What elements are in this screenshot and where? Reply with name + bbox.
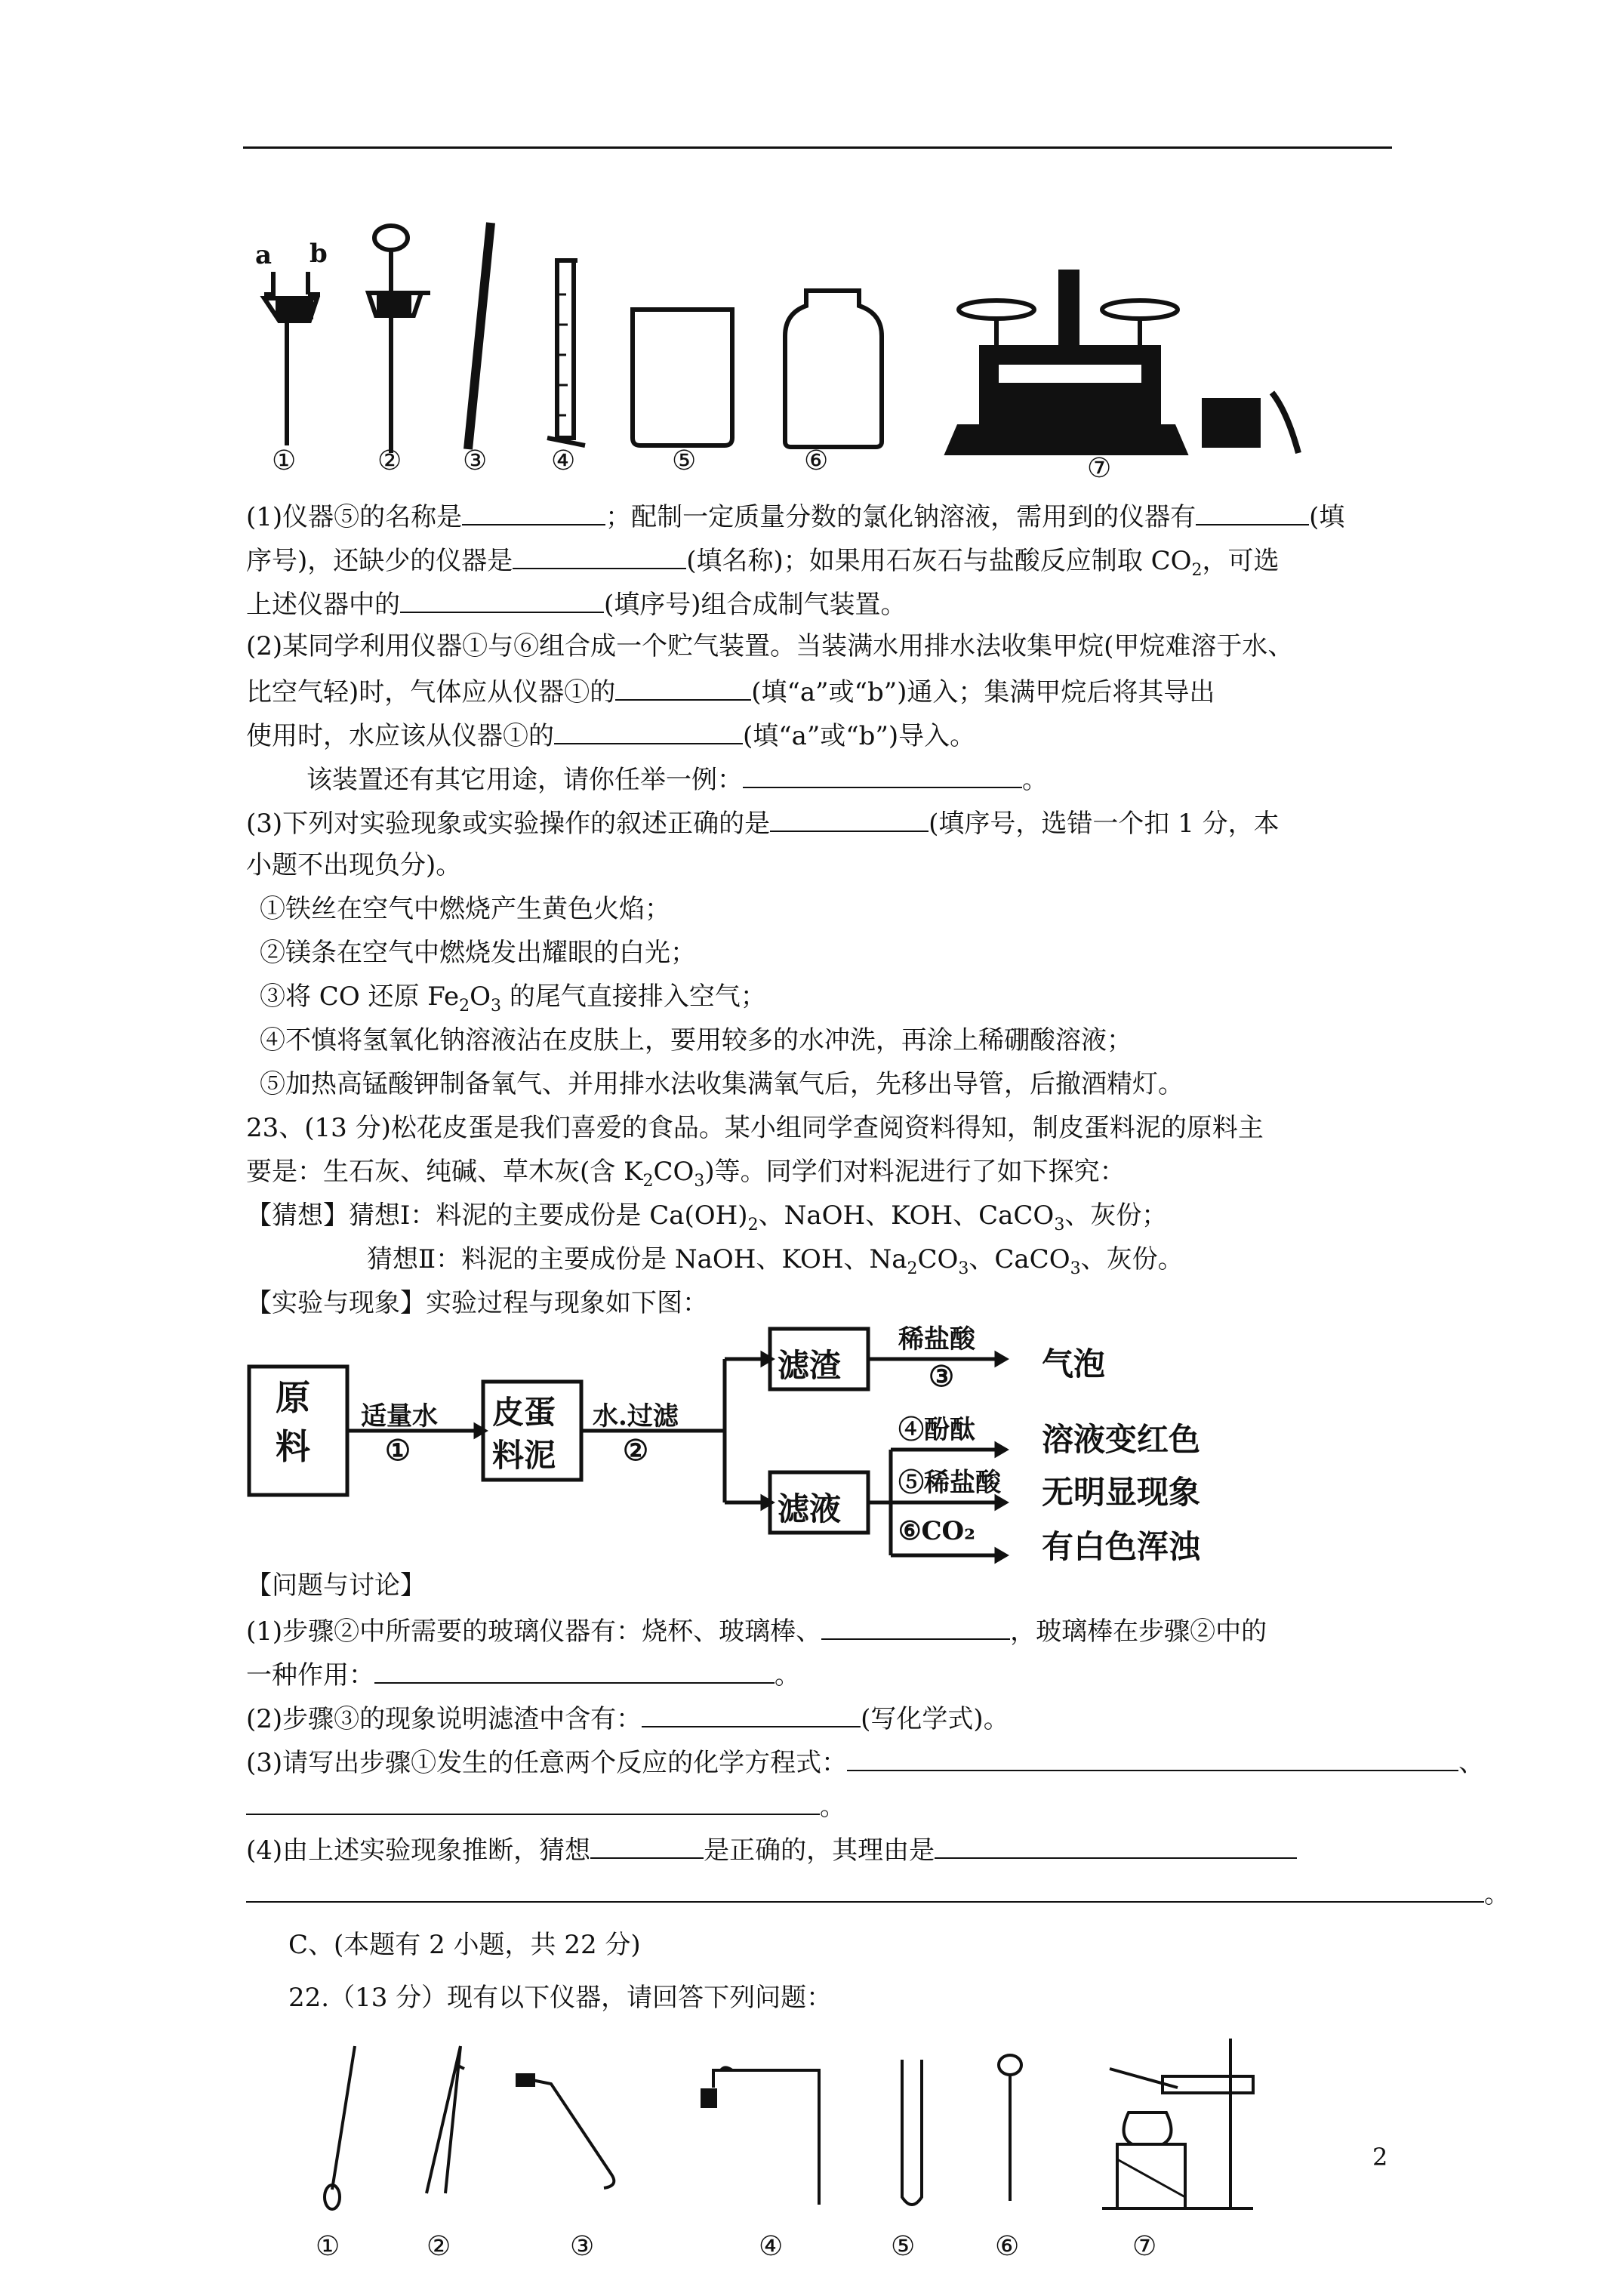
instrument-1-icon xyxy=(264,272,320,445)
fig2-instrument-3-icon xyxy=(517,2075,614,2188)
blank-d3-eq1[interactable] xyxy=(847,1746,1458,1771)
q22-p3-line1: (3)下列对实验现象或实验操作的叙述正确的是 (填序号，选错一个扣 1 分，本 xyxy=(246,806,1280,839)
fig1-label-5: ⑤ xyxy=(672,445,697,476)
flow-bubbles: 气泡 xyxy=(1042,1345,1106,1382)
flow-step1-num: ① xyxy=(385,1433,411,1467)
instruments-figure-1 xyxy=(242,204,1336,498)
instrument-5-icon xyxy=(633,310,732,445)
q22-p2-line1: (2)某同学利用仪器①与⑥组合成一个贮气装置。当装满水用排水法收集甲烷(甲烷难溶于水、 xyxy=(246,631,1294,661)
fig1-label-3: ③ xyxy=(463,445,488,476)
blank-q2-water[interactable] xyxy=(554,719,743,744)
q22-p2-line4: 该装置还有其它用途，请你任举一例： 。 xyxy=(306,763,1048,795)
q22-p2-line2: 比空气轻)时，气体应从仪器①的 (填“a”或“b”)通入；集满甲烷后将其导出 xyxy=(246,675,1215,707)
blank-q3[interactable] xyxy=(770,806,929,832)
flow-hcl-top: 稀盐酸 xyxy=(898,1324,975,1354)
fig1-label-4: ④ xyxy=(551,445,576,476)
q22-p3-option2: ②镁条在空气中燃烧发出耀眼的白光； xyxy=(260,938,696,968)
flow-raw-2: 料 xyxy=(276,1426,310,1467)
q22-p1-line2: 序号)，还缺少的仪器是 (填名称)；如果用石灰石与盐酸反应制取 $CO_2$，可选 xyxy=(246,544,1280,586)
flow-branch-5: ⑤稀盐酸 xyxy=(898,1468,1001,1498)
fig2-label-7: ⑦ xyxy=(1132,2231,1157,2262)
flow-branch-6: ⑥CO₂ xyxy=(898,1516,976,1546)
discussion-q1-line2: 一种作用： 。 xyxy=(246,1658,800,1690)
flow-result-5: 无明显现象 xyxy=(1042,1474,1201,1511)
section-c-title: C、(本题有 2 小题，共 22 分) xyxy=(288,1930,641,1960)
fig2-instrument-6-icon xyxy=(999,2055,1021,2201)
blank-q2-use[interactable] xyxy=(743,763,1022,788)
flow-raw-1: 原 xyxy=(276,1377,310,1418)
discussion-q3-line1: (3)请写出步骤①发生的任意两个反应的化学方程式： 、 xyxy=(246,1746,1484,1778)
flow-step1-top: 适量水 xyxy=(361,1401,438,1432)
q22-p3-line2: 小题不出现负分)。 xyxy=(246,850,462,880)
instrument-3-icon xyxy=(468,223,491,449)
discussion-q3-line2: 。 xyxy=(246,1789,845,1822)
fig2-label-1: ① xyxy=(316,2231,340,2262)
fig2-label-3: ③ xyxy=(570,2231,595,2262)
q23-line1: 23、(13 分)松花皮蛋是我们喜爱的食品。某小组同学查阅资料得知，制皮蛋料泥的原料主 xyxy=(246,1113,1264,1143)
instrument-2-icon xyxy=(368,226,430,453)
blank-d3-eq2[interactable] xyxy=(246,1789,820,1815)
discussion-q4-line2: 。 xyxy=(246,1877,1510,1909)
blank-d1-role[interactable] xyxy=(374,1658,775,1684)
q23-guess1: 【猜想】猜想Ⅰ：料泥的主要成份是 $Ca(OH)_2$、NaOH、KOH、CaCO$_3$、灰份； xyxy=(246,1200,1168,1234)
q23-line2: 要是：生石灰、纯碱、草木灰(含 $K_2CO_3$)等。同学们对料泥进行了如下探究： xyxy=(246,1157,1126,1191)
q22-p1-line1: (1)仪器⑤的名称是 ；配制一定质量分数的氯化钠溶液，需用到的仪器有 (填 xyxy=(246,500,1344,532)
q23-guess2: 猜想Ⅱ：料泥的主要成份是 NaOH、KOH、$Na_2CO_3$、CaCO$_3$、灰份。 xyxy=(367,1244,1184,1278)
blank-d4-guess[interactable] xyxy=(590,1833,704,1859)
flow-hcl-num: ③ xyxy=(929,1359,955,1393)
blank-d2-formula[interactable] xyxy=(642,1702,861,1727)
q22-p1-line3: 上述仪器中的 (填序号)组合成制气装置。 xyxy=(246,587,907,620)
discussion-q2: (2)步骤③的现象说明滤渣中含有： (写化学式)。 xyxy=(246,1702,1009,1734)
blank-q1-instruments[interactable] xyxy=(1196,500,1309,525)
fig1-label-7: ⑦ xyxy=(1087,453,1112,484)
blank-q1-missing[interactable] xyxy=(513,544,686,569)
fig2-label-5: ⑤ xyxy=(891,2231,916,2262)
flow-branch-4: ④酚酞 xyxy=(898,1415,975,1445)
fig1-label-6: ⑥ xyxy=(804,445,829,476)
instrument-6-icon xyxy=(785,291,882,447)
fig2-label-2: ② xyxy=(427,2231,451,2262)
blank-q2-inlet[interactable] xyxy=(615,675,751,701)
fig2-instrument-4-icon xyxy=(702,2068,819,2205)
fig2-instrument-1-icon xyxy=(325,2046,355,2209)
fig2-label-6: ⑥ xyxy=(995,2231,1020,2262)
flow-step2-top: 水.过滤 xyxy=(593,1401,679,1432)
flow-result-6: 有白色浑浊 xyxy=(1042,1528,1201,1565)
q22-p3-option4: ④不慎将氢氧化钠溶液沾在皮肤上，要用较多的水冲洗，再涂上稀硼酸溶液； xyxy=(260,1025,1132,1056)
fig2-instrument-7-icon xyxy=(1102,2039,1253,2208)
flow-result-4: 溶液变红色 xyxy=(1042,1421,1201,1458)
fig2-label-4: ④ xyxy=(759,2231,784,2262)
fig2-instrument-5-icon xyxy=(902,2060,922,2205)
q23-experiment-heading: 【实验与现象】实验过程与现象如下图： xyxy=(246,1288,708,1318)
q22-p2-line3: 使用时，水应该从仪器①的 (填“a”或“b”)导入。 xyxy=(246,719,975,751)
label-b: b xyxy=(310,239,328,269)
fig1-label-2: ② xyxy=(377,445,402,476)
q22-p3-option1: ①铁丝在空气中燃烧产生黄色火焰； xyxy=(260,894,670,924)
discussion-q4-line1: (4)由上述实验现象推断，猜想 是正确的，其理由是 xyxy=(246,1833,1297,1866)
header-rule xyxy=(243,146,1392,149)
blank-q1-combo[interactable] xyxy=(400,587,604,613)
instruments-figure-2 xyxy=(302,2023,1283,2227)
flow-mud-2: 料泥 xyxy=(492,1437,556,1474)
label-a: a xyxy=(255,240,273,270)
blank-d4-reason[interactable] xyxy=(935,1833,1297,1859)
blank-q1-name[interactable] xyxy=(462,500,605,525)
q22-p3-option5: ⑤加热高锰酸钾制备氧气、并用排水法收集满氧气后，先移出导管，后撤酒精灯。 xyxy=(260,1069,1184,1099)
discussion-heading: 【问题与讨论】 xyxy=(246,1570,426,1601)
flow-mud-1: 皮蛋 xyxy=(492,1394,556,1431)
page-number: 2 xyxy=(1372,2143,1388,2171)
instrument-7-icon xyxy=(947,272,1298,453)
section-c-q22: 22.（13 分）现有以下仪器，请回答下列问题： xyxy=(288,1983,833,2013)
discussion-q1-line1: (1)步骤②中所需要的玻璃仪器有：烧杯、玻璃棒、 ，玻璃棒在步骤②中的 xyxy=(246,1614,1267,1647)
blank-d4-reason-cont[interactable] xyxy=(246,1877,1484,1903)
fig2-instrument-2-icon xyxy=(427,2046,464,2193)
flow-filtrate: 滤液 xyxy=(778,1490,842,1527)
flow-residue: 滤渣 xyxy=(778,1347,842,1384)
flow-step2-num: ② xyxy=(623,1433,649,1467)
fig1-label-1: ① xyxy=(272,445,297,476)
blank-d1-instrument[interactable] xyxy=(821,1614,1010,1640)
q22-p3-option3: ③将 CO 还原 $Fe_2O_3$ 的尾气直接排入空气； xyxy=(260,982,766,1015)
instrument-4-icon xyxy=(547,260,585,445)
